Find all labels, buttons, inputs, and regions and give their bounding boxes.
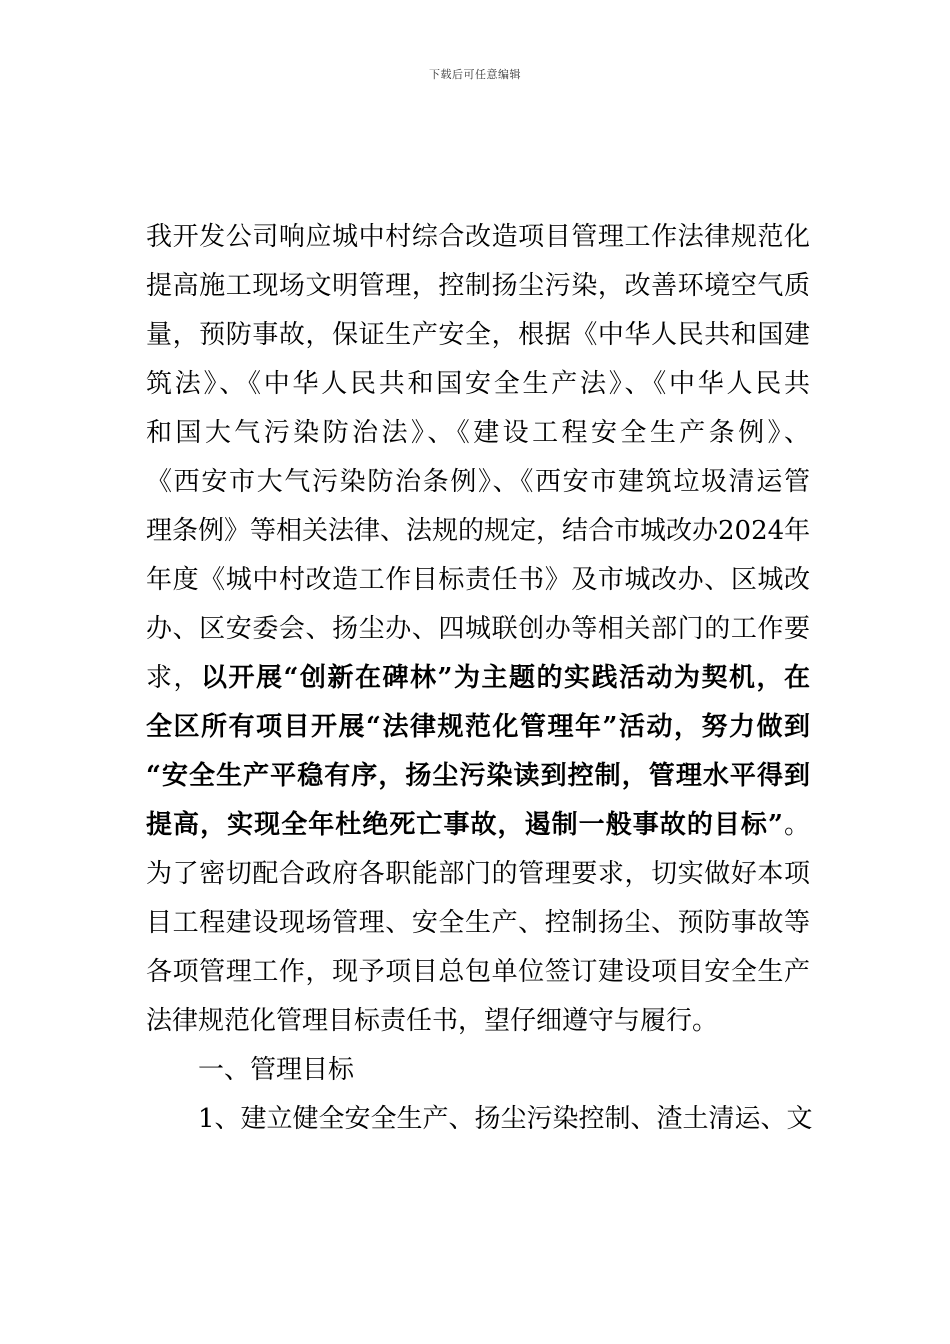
body-line: 我开发公司响应城中村综合改造项目管理工作法律规范化: [146, 222, 810, 252]
emphasis-text: 以开展“创新在碑林”为主题的实践活动为契机，在: [201, 663, 810, 693]
list-item: 1、建立健全安全生产、扬尘污染控制、渣土清运、文: [198, 1104, 813, 1134]
page-header-note: 下载后可任意编辑: [429, 68, 521, 81]
body-line: 办、区安委会、扬尘办、四城联创办等相关部门的工作要: [146, 614, 810, 644]
body-line: 各项管理工作，现予项目总包单位签订建设项目安全生产: [146, 957, 810, 987]
emphasis-line: “安全生产平稳有序，扬尘污染读到控制，管理水平得到: [146, 761, 810, 791]
body-line-mixed: [146, 801, 810, 850]
body-line-mixed: [146, 654, 810, 703]
body-line: 量，预防事故，保证生产安全，根据《中华人民共和国建: [146, 320, 810, 350]
emphasis-line: 全区所有项目开展“法律规范化管理年”活动，努力做到: [146, 712, 810, 742]
body-text: 求，: [146, 663, 202, 693]
body-text: 。: [782, 810, 810, 840]
body-line: 目工程建设现场管理、安全生产、控制扬尘、预防事故等: [146, 908, 810, 938]
body-line: 理条例》等相关法律、法规的规定，结合市城改办2024年: [146, 516, 811, 546]
body-line: 和国大气污染防治法》、《建设工程安全生产条例》、: [146, 418, 810, 448]
body-line: 为了密切配合政府各职能部门的管理要求，切实做好本项: [146, 859, 810, 889]
body-line: 年度《城中村改造工作目标责任书》及市城改办、区城改: [146, 565, 810, 595]
body-line: 《西安市大气污染防治条例》、《西安市建筑垃圾清运管: [146, 467, 810, 497]
body-line: 提高施工现场文明管理，控制扬尘污染，改善环境空气质: [146, 271, 810, 301]
document-body: [146, 213, 813, 1144]
section-heading: 一、管理目标: [198, 1055, 355, 1085]
emphasis-text: 提高，实现全年杜绝死亡事故，遏制一般事故的目标”: [146, 810, 783, 840]
body-line: 筑法》、《中华人民共和国安全生产法》、《中华人民共: [146, 369, 810, 399]
body-line: 法律规范化管理目标责任书，望仔细遵守与履行。: [146, 1006, 719, 1036]
